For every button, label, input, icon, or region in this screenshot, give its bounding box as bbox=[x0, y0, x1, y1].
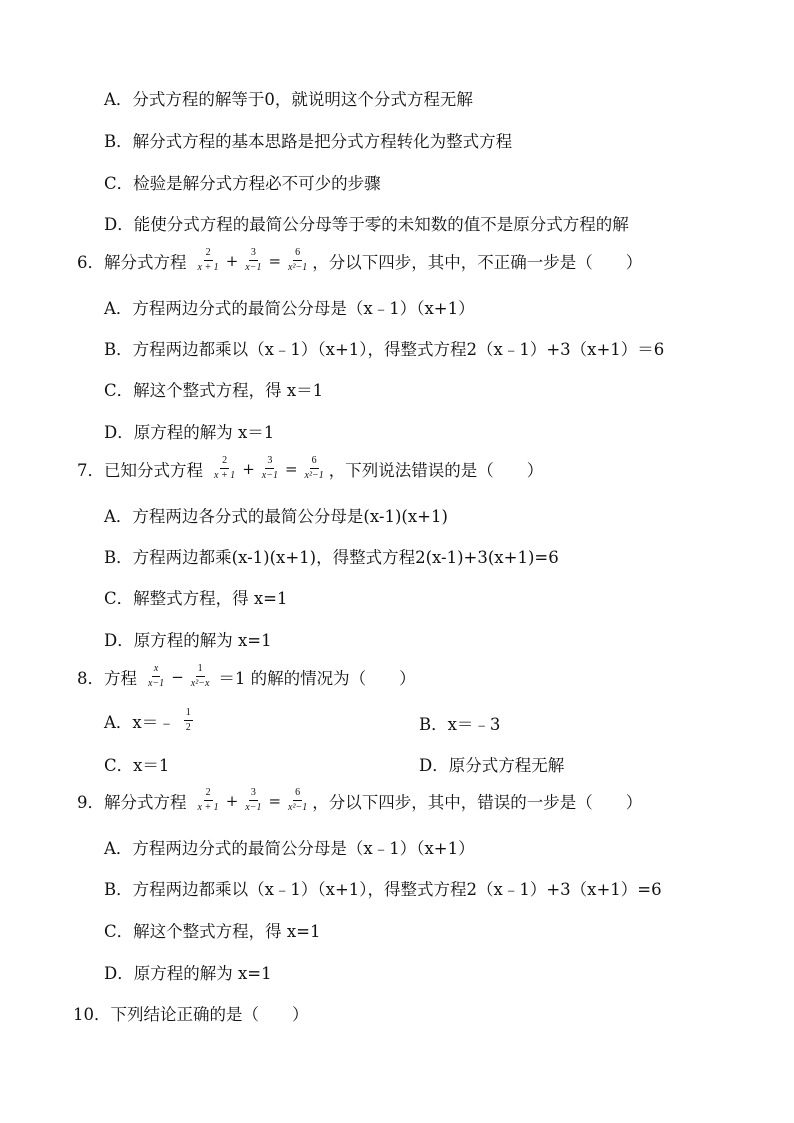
q8-option-b: B．x＝﹣3 bbox=[419, 715, 501, 734]
q5-option-c: C．检验是解分式方程必不可少的步骤 bbox=[104, 174, 381, 193]
q6-plus: + bbox=[225, 251, 239, 270]
q9-stem bbox=[77, 787, 642, 814]
q6-option-a: A．方程两边分式的最简公分母是（x﹣1）（x+1） bbox=[104, 299, 475, 318]
q9-option-d: D．原方程的解为 x=1 bbox=[104, 964, 272, 983]
q9-plus: + bbox=[225, 791, 239, 810]
q6-equals: = bbox=[268, 251, 282, 270]
q7-fraction-1: $\frac{2}{x + 1}$ bbox=[214, 455, 236, 481]
q9-option-a: A．方程两边分式的最简公分母是（x﹣1）（x+1） bbox=[104, 839, 475, 858]
q7-option-d: D．原方程的解为 x=1 bbox=[104, 631, 272, 650]
q5-option-a: A．分式方程的解等于0，就说明这个分式方程无解 bbox=[104, 90, 473, 109]
q5-option-b: B．解分式方程的基本思路是把分式方程转化为整式方程 bbox=[104, 132, 513, 151]
q9-tail: ，分以下四步，其中，错误的一步是（ ） bbox=[312, 792, 643, 812]
q7-option-c: C．解整式方程，得 x=1 bbox=[104, 589, 288, 608]
q7-lead: 7．已知分式方程 bbox=[77, 460, 203, 480]
q9-fraction-2: $\frac{3}{x-1}$ bbox=[245, 787, 262, 813]
q7-equals: = bbox=[284, 459, 298, 478]
q6-fraction-3: $\frac{6}{\text{x²−1}}$ bbox=[288, 247, 308, 273]
q9-fraction-3: $\frac{6}{\text{x²−1}}$ bbox=[288, 787, 308, 813]
q8-fraction-1: $\frac{x}{x-1}$ bbox=[148, 663, 165, 689]
q8-fraction-2: $\frac{1}{\text{x²−x}}$ bbox=[190, 663, 210, 689]
q8-option-a-fraction: $\frac{1}{2}$ bbox=[185, 707, 191, 733]
q6-option-d: D．原方程的解为 x＝1 bbox=[104, 423, 275, 442]
q8-tail: ＝1 的解的情况为（ ） bbox=[218, 668, 416, 688]
q7-tail: ，下列说法错误的是（ ） bbox=[328, 460, 544, 480]
q8-stem bbox=[77, 663, 416, 690]
q9-option-c: C．解这个整式方程，得 x=1 bbox=[104, 922, 321, 941]
q8-minus: − bbox=[171, 667, 184, 686]
q6-fraction-1: $\frac{2}{x + 1}$ bbox=[197, 247, 219, 273]
q7-plus: + bbox=[242, 459, 255, 478]
q6-option-b: B．方程两边都乘以（x﹣1）（x+1），得整式方程2（x﹣1）+3（x+1）＝6 bbox=[104, 340, 665, 359]
q8-lead: 8．方程 bbox=[77, 668, 137, 688]
q10-stem: 10．下列结论正确的是（ ） bbox=[73, 1005, 309, 1024]
q6-option-c: C．解这个整式方程，得 x＝1 bbox=[104, 381, 324, 400]
q5-option-d: D．能使分式方程的最简公分母等于零的未知数的值不是原分式方程的解 bbox=[104, 215, 629, 234]
q7-fraction-2: $\frac{3}{x-1}$ bbox=[261, 455, 278, 481]
q7-stem bbox=[77, 455, 543, 482]
q8-option-a: A．x＝﹣ $\frac{1}{2}$ bbox=[104, 707, 191, 733]
q8-option-d: D．原分式方程无解 bbox=[419, 756, 565, 775]
q7-fraction-3: $\frac{6}{\text{x²−1}}$ bbox=[304, 455, 324, 481]
q7-option-b: B．方程两边都乘(x-1)(x+1)，得整式方程2(x-1)+3(x+1)=6 bbox=[104, 548, 559, 567]
q6-lead: 6．解分式方程 bbox=[77, 252, 187, 272]
q6-stem bbox=[77, 247, 642, 274]
q9-lead: 9．解分式方程 bbox=[77, 792, 187, 812]
q6-fraction-2: $\frac{3}{x-1}$ bbox=[245, 247, 262, 273]
q6-tail: ，分以下四步，其中，不正确一步是（ ） bbox=[312, 252, 643, 272]
q7-option-a: A．方程两边各分式的最简公分母是(x-1)(x+1) bbox=[104, 507, 448, 526]
q9-option-b: B．方程两边都乘以（x﹣1）（x+1），得整式方程2（x﹣1）+3（x+1）=6 bbox=[104, 880, 662, 899]
q8-option-c: C．x＝1 bbox=[104, 756, 170, 775]
q9-equals: = bbox=[268, 791, 282, 810]
q9-fraction-1: $\frac{2}{x + 1}$ bbox=[197, 787, 219, 813]
